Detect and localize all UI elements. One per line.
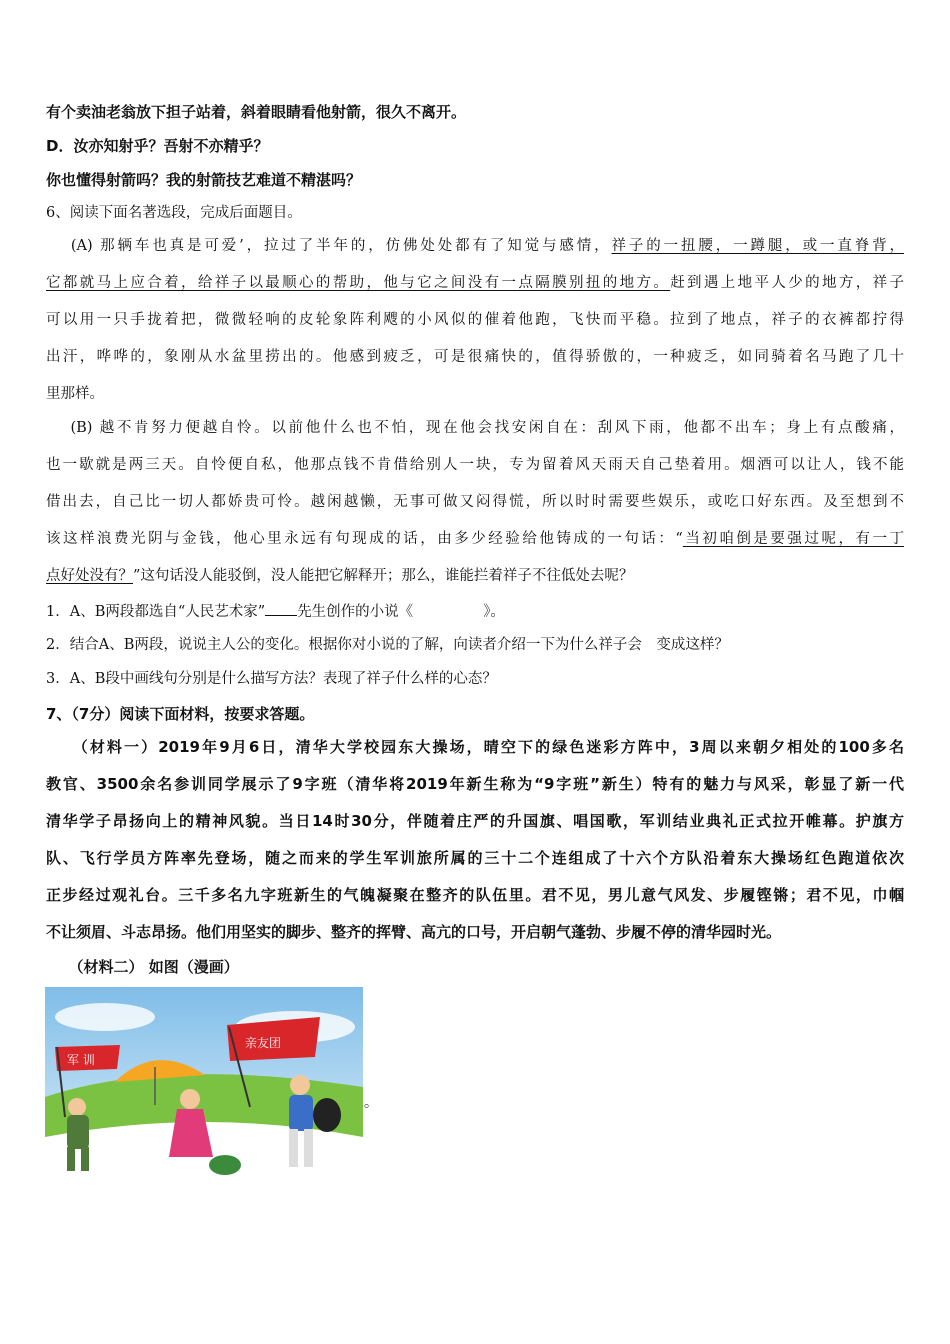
text-line xyxy=(46,236,904,256)
text-segment: 正步经过观礼台。三千多名九字班新生的气魄凝聚在整齐的队伍里。君不见，男儿意气风发、步履铿锵；君不见，巾帼 xyxy=(46,886,904,904)
text-segment: 借出去，自己比一切人都娇贵可怜。越闲越懒，无事可做又闷得慌，所以时时需要些娱乐，或吃口好东西。及至想到不 xyxy=(46,494,904,510)
text-line xyxy=(46,566,633,586)
text-segment: 队、飞行学员方阵率先登场，随之而来的学生军训旅所属的三十二个连组成了十六个方队沿着东大操场红色跑道依次 xyxy=(46,849,904,867)
text-line xyxy=(46,347,904,367)
text-segment: （材料一）2019年9月6日，清华大学校园东大操场，晴空下的绿色迷彩方阵中，3周以来朝夕相处的100多名 xyxy=(46,738,904,756)
text-segment: 有个卖油老翁放下担子站着，斜着眼睛看他射箭，很久不离开。 xyxy=(46,103,467,121)
text-line xyxy=(46,529,904,549)
flag-family-label: 亲友团 xyxy=(245,1036,282,1050)
cartoon-illustration xyxy=(45,987,363,1193)
text-line xyxy=(46,102,466,122)
text-line xyxy=(46,704,314,724)
text-segment: D．汝亦知射乎？吾射不亦精乎？ xyxy=(46,137,269,155)
text-line xyxy=(46,492,904,512)
underlined-sentence: 点好处没有？ xyxy=(46,568,133,584)
text-line xyxy=(46,203,302,223)
text-segment: 先生创作的小说《 xyxy=(297,604,414,620)
text-segment: 6、阅读下面名著选段，完成后面题目。 xyxy=(46,205,302,221)
text-segment: (B) 越不肯努力便越自怜。以前他什么也不怕，现在他会找安闲自在：刮风下雨，他都不出车；身上有点酸痛， xyxy=(46,420,904,436)
text-line xyxy=(46,455,904,475)
text-line xyxy=(46,384,104,404)
text-line xyxy=(46,418,904,438)
text-line xyxy=(46,273,904,293)
trailing-punctuation: 。 xyxy=(364,1095,378,1111)
text-line xyxy=(46,848,904,868)
text-segment: 赶到遇上地平人少的地方，祥子 xyxy=(670,275,904,291)
text-segment: 清华学子昂扬向上的精神风貌。当日14时30分，伴随着庄严的升国旗、唱国歌，军训结业典礼正式拉开帷幕。护旗方 xyxy=(46,812,904,830)
underlined-sentence: 祥子的一扭腰，一蹲腿，或一直脊背， xyxy=(611,238,904,254)
text-segment: 》。 xyxy=(483,604,505,620)
text-segment: 可以用一只手拢着把，微微轻响的皮轮象阵利飕的小风似的催着他跑，飞快而平稳。拉到了地点，祥子的衣裤都拧得 xyxy=(46,312,904,328)
text-segment: (A) 那辆车也真是可爱’，拉过了半年的，仿佛处处都有了知觉与感情， xyxy=(46,238,612,254)
text-line xyxy=(46,922,781,942)
underlined-sentence: 它都就马上应合着，给祥子以最顺心的帮助，他与它之间没有一点隔膜别扭的地方。 xyxy=(46,275,671,291)
text-line xyxy=(46,310,904,330)
text-segment: 也一歇就是两三天。自怜便自私，他那点钱不肯借给别人一块，专为留着风天雨天自己垫着用。烟酒可以让人，钱不能 xyxy=(46,457,904,473)
text-segment: 里那样。 xyxy=(46,386,104,402)
text-line xyxy=(46,774,904,794)
text-segment: 你也懂得射箭吗？我的射箭技艺难道不精湛吗？ xyxy=(46,171,362,189)
text-segment: 教官、3500余名参训同学展示了9字班（清华将2019年新生称为“9字班”新生）特有的魅力与风采，彰显了新一代 xyxy=(46,775,904,793)
text-segment: 2．结合A、B两段，说说主人公的变化。根据你对小说的了解，向读者介绍一下为什么祥子会 变成这样？ xyxy=(46,637,729,653)
underlined-sentence: 当初咱倒是要强过呢，有一丁 xyxy=(682,531,904,547)
text-segment: 该这样浪费光阴与金钱，他心里永远有句现成的话，由多少经验给他铸成的一句话：“ xyxy=(46,531,683,547)
text-segment: （材料二） 如图（漫画） xyxy=(46,958,239,976)
text-line xyxy=(46,669,497,689)
text-segment: 1．A、B两段都选自“人民艺术家” xyxy=(46,604,266,620)
text-line xyxy=(46,136,268,156)
text-line xyxy=(46,601,505,622)
text-segment: 7、（7分）阅读下面材料，按要求答题。 xyxy=(46,705,315,723)
text-line xyxy=(46,885,904,905)
text-line xyxy=(46,170,361,190)
text-line xyxy=(46,957,239,977)
text-segment: 不让须眉、斗志昂扬。他们用坚实的脚步、整齐的挥臂、高亢的口号，开启朝气蓬勃、步履不停的清华园时光。 xyxy=(46,923,782,941)
text-line xyxy=(46,635,729,655)
text-line xyxy=(46,811,904,831)
text-segment: 出汗，哗哗的，象刚从水盆里捞出的。他感到疲乏，可是很痛快的，值得骄傲的，一种疲乏，如同骑着名马跑了几十 xyxy=(46,349,904,365)
answer-blank xyxy=(265,601,297,616)
text-segment: ”这句话没人能驳倒，没人能把它解释开；那么，谁能拦着祥子不往低处去呢？ xyxy=(133,568,634,584)
text-line xyxy=(46,737,904,757)
flag-military-label: 军 训 xyxy=(67,1053,95,1067)
text-segment: 3．A、B段中画线句分别是什么描写方法？表现了祥子什么样的心态？ xyxy=(46,671,497,687)
